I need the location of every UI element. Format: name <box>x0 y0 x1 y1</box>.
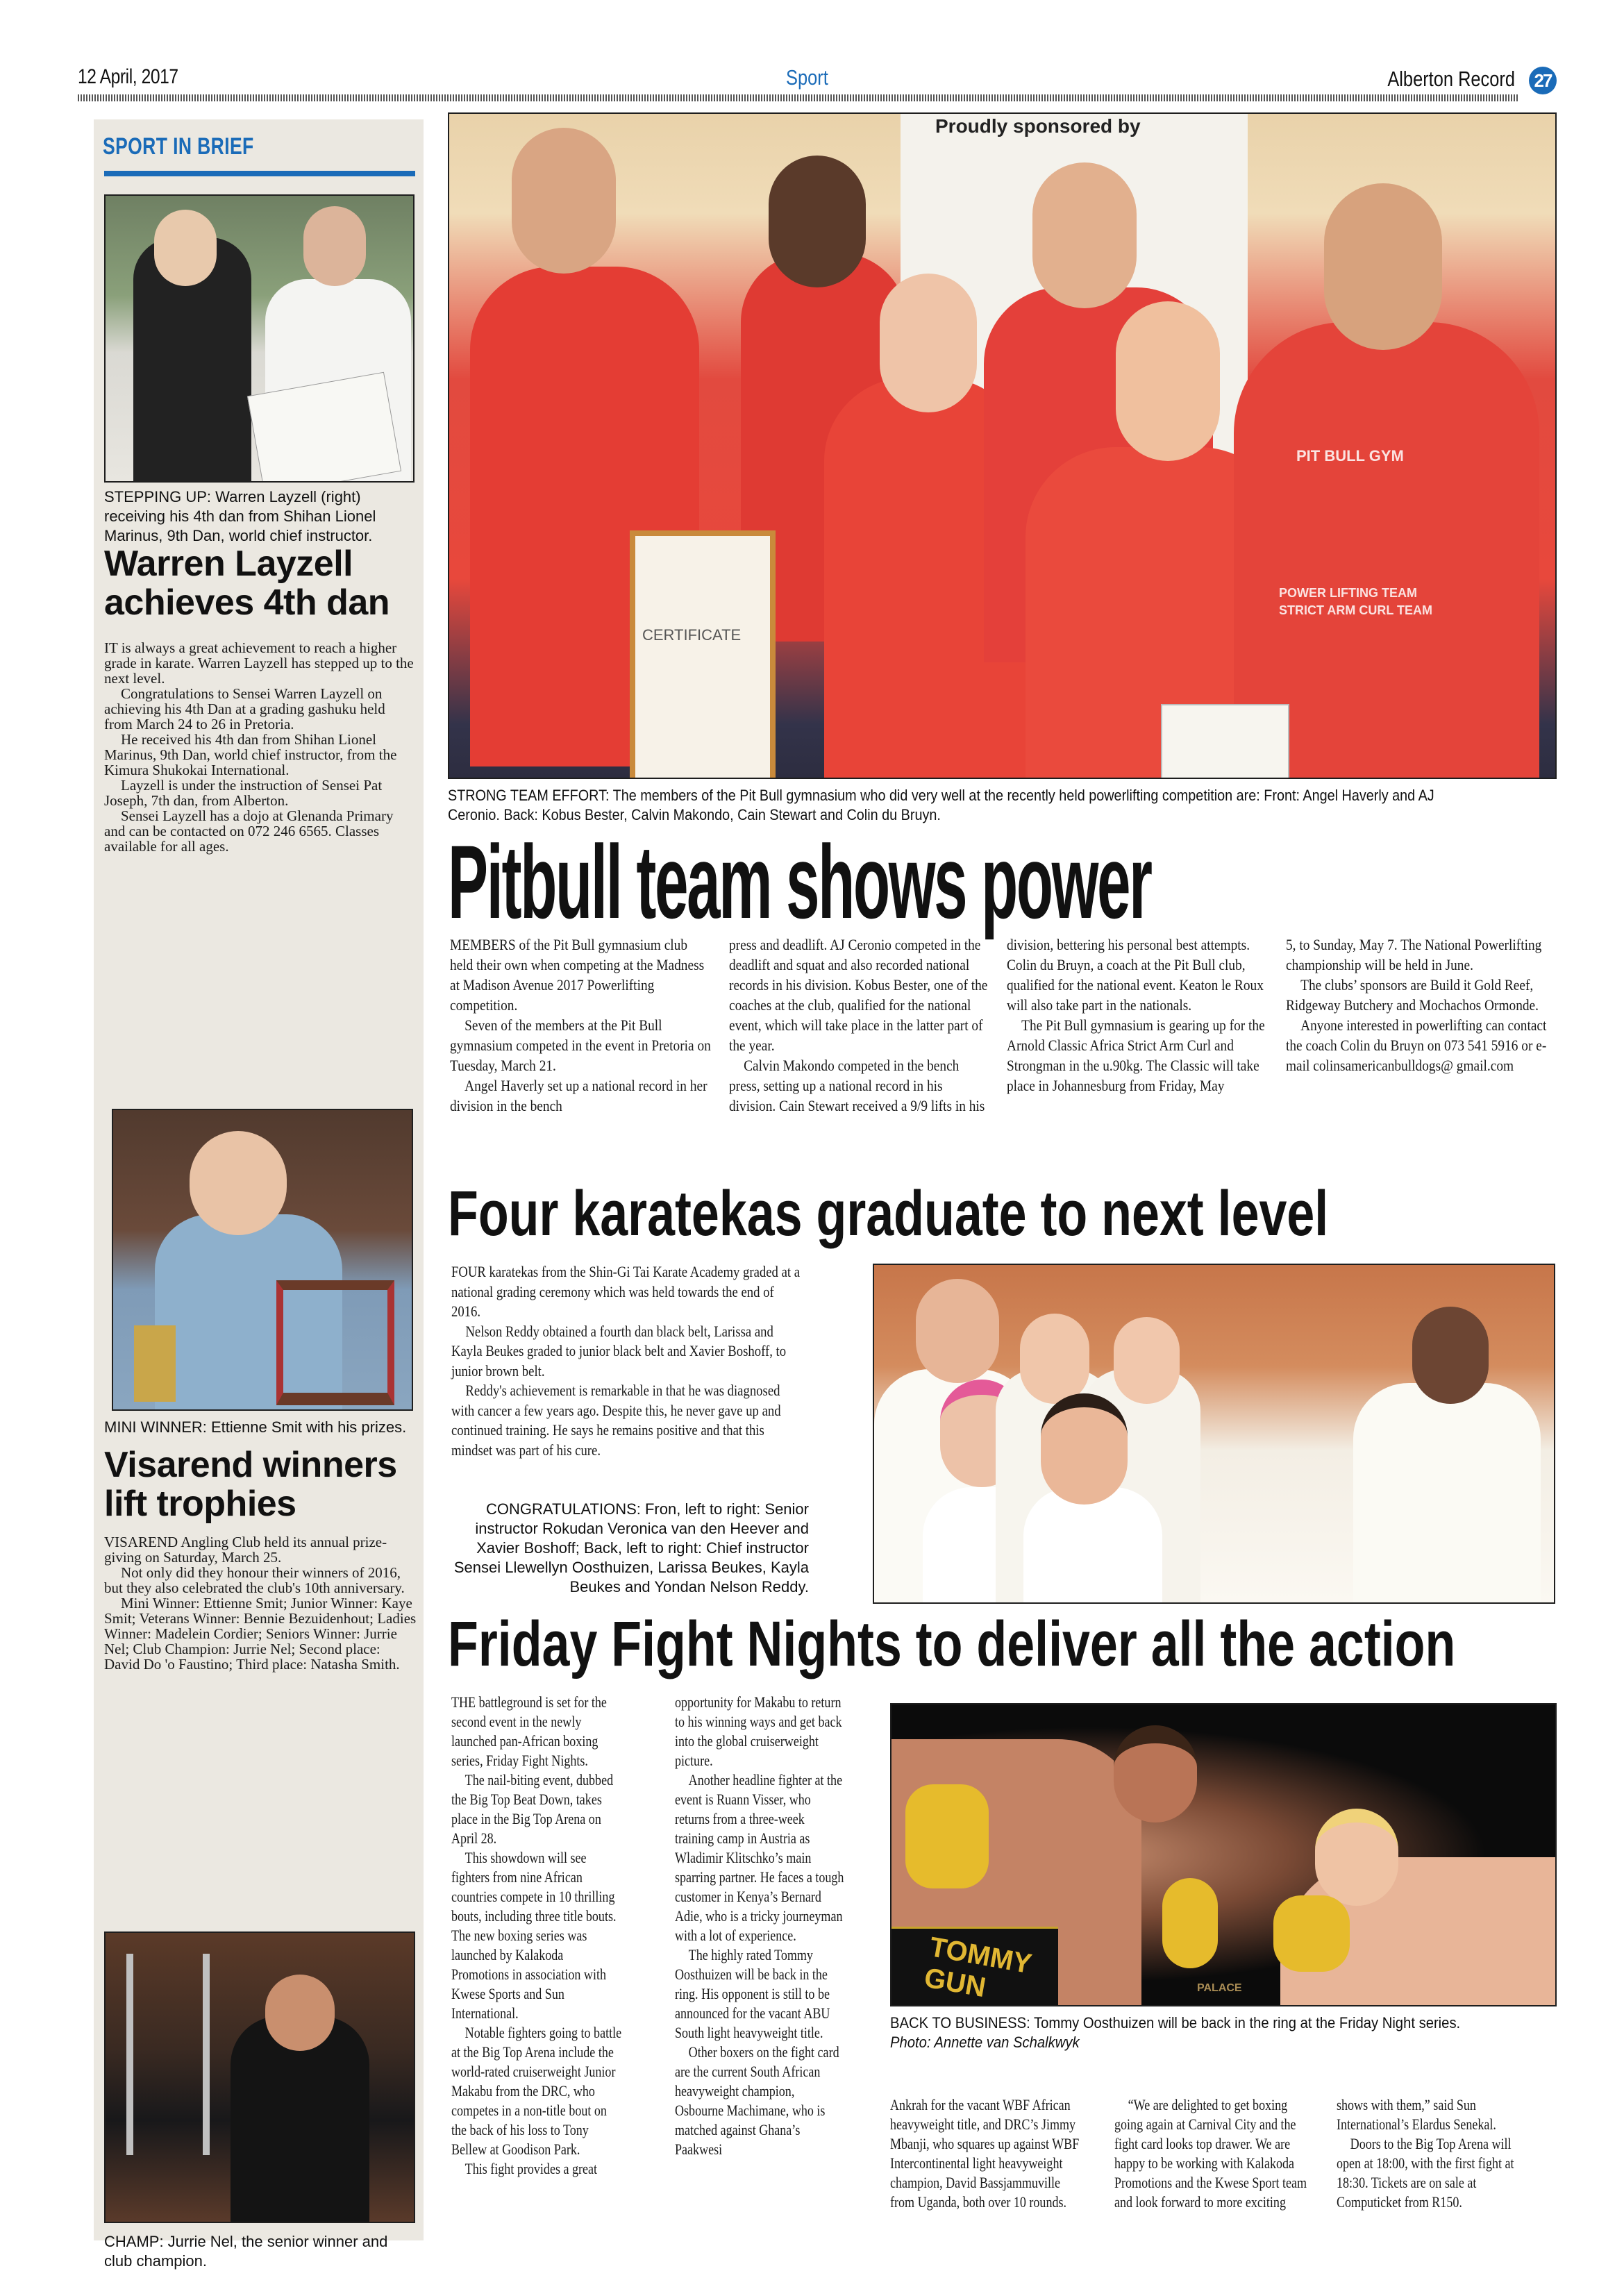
boxer-left-head <box>1114 1725 1197 1822</box>
karate-grading-photo <box>104 194 415 483</box>
paragraph: The nail-biting event, dubbed the Big Top Beat Down, takes place in the Big Top Arena on April 28. <box>451 1771 614 1847</box>
paragraph: Not only did they honour their winners of 2016, but they also celebrated the club's 10th anniversary. <box>104 1564 405 1596</box>
paragraph: Ankrah for the vacant WBF African heavyweight title, and DRC’s Jimmy Mbanji, who squares up against WBF Intercontinental light heavyweight champion, David Bassjammuville from Uganda, both over 10 rounds. <box>890 2096 1080 2211</box>
person-right-head <box>303 206 366 286</box>
shirt-print-gym: PIT BULL GYM <box>1296 447 1404 464</box>
paragraph: Sensei Layzell has a dojo at Glenanda Primary and can be contacted on 072 246 6565. Classes available for all ages. <box>104 807 394 855</box>
photo-caption-back-to-business <box>890 2013 1503 2052</box>
boxing-match-photo <box>890 1703 1557 2006</box>
boxing-column-1 <box>451 1693 622 2179</box>
pitbull-column-3 <box>1007 935 1269 1096</box>
masthead-rule <box>78 94 1518 101</box>
athlete-1-head <box>512 128 616 274</box>
athlete-6-head <box>1324 183 1442 350</box>
photo-caption-strong-team-effort: STRONG TEAM EFFORT: The members of the Pit Bull gymnasium who did very well at the recently held powerlifting competition are: Front: Angel Haverly and AJ Ceronio. Back: Kobus Bester, Calvin Makondo, Cain Stewart and Colin du Bruyn. <box>448 787 1434 823</box>
instructor-right-head <box>1412 1307 1489 1404</box>
champ-photo <box>104 1932 415 2223</box>
paragraph: press and deadlift. AJ Ceronio competed in the deadlift and squat and also recorded national records in his division. Kobus Bester, one of the coaches at the club, qualified for the national event, which will take place in the latter part of the year. <box>729 936 988 1054</box>
headline-warren-layzell: Warren Layzell achieves 4th dan <box>104 544 390 623</box>
paragraph: VISAREND Angling Club held its annual prize-giving on Saturday, March 25. <box>104 1534 387 1566</box>
paragraph: Other boxers on the fight card are the current South African heavyweight champion, Osbourne Machimane, who is matched against Ghana’s Paakwesi <box>675 2043 839 2158</box>
paragraph: MEMBERS of the Pit Bull gymnasium club held their own when competing at the Madness at Madison Avenue 2017 Powerlifting competition. <box>450 936 705 1014</box>
boxer-left-trunks <box>891 1927 1058 2006</box>
paragraph: Congratulations to Sensei Warren Layzell on achieving his 4th Dan at a grading gashuku held from March 24 to 26 in Pretoria. <box>104 685 385 732</box>
pitbull-column-1 <box>450 935 712 1116</box>
paragraph: This fight provides a great <box>464 2160 598 2177</box>
section-name: Sport <box>786 65 828 90</box>
paragraph: Nelson Reddy obtained a fourth dan black belt, Larissa and Kayla Beukes graded to junior black belt and Xavier Boshoff, to junior brown belt. <box>451 1322 787 1380</box>
large-trophy <box>276 1280 394 1405</box>
boxing-glove-left-1 <box>905 1784 989 1888</box>
photo-credit: Photo: Annette van Schalkwyk <box>890 2034 1080 2051</box>
paragraph: Anyone interested in powerlifting can contact the coach Colin du Bruyn on 073 541 5916 or e-mail colinsamericanbulldogs@ gmail.com <box>1286 1016 1547 1074</box>
headline-friday-fight-nights: Friday Fight Nights to deliver all the action <box>448 1609 1456 1679</box>
sidebar-title: SPORT IN BRIEF <box>103 133 254 160</box>
photo-caption-stepping-up: STEPPING UP: Warren Layzell (right) receiving his 4th dan from Shihan Lionel Marinus, 9th Dan, world chief instructor. <box>104 488 376 544</box>
shirt-print-curl: STRICT ARM CURL TEAM <box>1279 603 1432 617</box>
paragraph: The Pit Bull gymnasium is gearing up for the Arnold Classic Africa Strict Arm Curl and Strongman in the u.90kg. The Classic will take place in Johannesburg from Friday, May <box>1007 1016 1265 1094</box>
karatekas-photo <box>873 1264 1555 1604</box>
boxing-column-2 <box>675 1693 846 2159</box>
headline-pitbull-team: Pitbull team shows power <box>448 823 1151 940</box>
boxing-column-5 <box>1337 2095 1530 2212</box>
masthead <box>78 64 1557 99</box>
athlete-3-head <box>880 274 977 412</box>
small-trophy <box>134 1325 176 1402</box>
boxing-column-3 <box>890 2095 1084 2212</box>
certificate-text: CERTIFICATE <box>642 626 742 644</box>
paragraph: “We are delighted to get boxing going again at Carnival City and the fight card looks top drawer. We are happy to be working with Kalakoda Promotions and the Kwese Sport team and look forward to more exciting <box>1114 2096 1307 2211</box>
paragraph: This showdown will see fighters from nine African countries compete in 10 thrilling bouts, including three title bouts. The new boxing series was launched by Kalakoda Promotions in association with Kwese Sports and Sun International. <box>451 1849 617 2022</box>
paragraph: Calvin Makondo competed in the bench press, setting up a national record in his division. Cain Stewart received a 9/9 lifts in his <box>729 1057 985 1114</box>
boxer-right-head <box>1315 1809 1398 1906</box>
person-left-head <box>154 210 217 286</box>
paragraph: IT is always a great achievement to reach a higher grade in karate. Warren Layzell has stepped up to the next level. <box>104 639 414 687</box>
athlete-4-head <box>1032 162 1137 308</box>
sport-in-brief-sidebar <box>94 119 424 2270</box>
student-2-head <box>1114 1317 1180 1404</box>
certificate-sheet <box>1161 704 1289 779</box>
boy-head <box>190 1131 287 1235</box>
arena-signage: PALACE <box>1197 1982 1242 1994</box>
paragraph: Layzell is under the instruction of Sensei Pat Joseph, 7th dan, from Alberton. <box>104 777 383 809</box>
athlete-5-head <box>1116 301 1220 461</box>
paragraph: Seven of the members at the Pit Bull gymnasium competed in the event in Pretoria on Tuesday, March 21. <box>450 1016 711 1074</box>
boxing-glove-right <box>1273 1895 1350 1972</box>
paragraph: FOUR karatekas from the Shin-Gi Tai Karate Academy graded at a national grading ceremony which was held towards the end of 2016. <box>451 1263 801 1320</box>
sidebar-title-rule <box>104 171 415 176</box>
paragraph: 5, to Sunday, May 7. The National Powerlifting championship will be held in June. <box>1286 936 1542 973</box>
paragraph: division, bettering his personal best attempts. Colin du Bruyn, a coach at the Pit Bull club, qualified for the national event. Keaton le Roux will also take part in the nationals. <box>1007 936 1264 1014</box>
headline-four-karatekas: Four karatekas graduate to next level <box>448 1178 1329 1249</box>
paragraph: Angel Haverly set up a national record in her division in the bench <box>450 1077 708 1114</box>
trunks-text: TOMMY GUN <box>921 1932 1034 2004</box>
newspaper-name: Alberton Record <box>1387 67 1515 91</box>
man-head <box>265 1975 335 2051</box>
pitbull-team-photo <box>448 112 1557 779</box>
paragraph: He received his 4th dan from Shihan Lionel Marinus, 9th Dan, world chief instructor, from the Kimura Shukokai International. <box>104 731 397 778</box>
article-body-warren-layzell <box>104 640 417 854</box>
instructor-right <box>1353 1383 1541 1604</box>
certificate-frame <box>630 530 776 779</box>
paragraph: Doors to the Big Top Arena will open at 18:00, with the first fight at 18:30. Tickets are on sale at Computicket from R150. <box>1337 2135 1514 2211</box>
paragraph: The clubs’ sponsors are Build it Gold Reef, Ridgeway Butchery and Mochachos Ormonde. <box>1286 976 1539 1014</box>
paragraph: shows with them,” said Sun International’s Elardus Senekal. <box>1337 2096 1496 2133</box>
banner-text: Proudly sponsored by <box>935 115 1141 137</box>
issue-date: 12 April, 2017 <box>78 65 178 88</box>
paragraph: THE battleground is set for the second event in the newly launched pan-African boxing series, Friday Fight Nights. <box>451 1693 607 1769</box>
shirt-print-team: POWER LIFTING TEAM <box>1279 586 1417 600</box>
boxing-column-4 <box>1114 2095 1308 2212</box>
tall-trophy <box>126 1954 210 2155</box>
boxing-glove-left-2 <box>1162 1878 1218 1968</box>
paragraph: Reddy's achievement is remarkable in that he was diagnosed with cancer a few years ago. Despite this, he never gave up and continued training. He says he remains positive and that this mindset was part of his cure. <box>451 1382 781 1459</box>
page-number-badge: 27 <box>1529 67 1557 94</box>
article-body-visarend <box>104 1534 417 1672</box>
student-3 <box>1023 1487 1162 1604</box>
paragraph: Mini Winner: Ettienne Smit; Junior Winner: Kaye Smit; Veterans Winner: Bennie Bezuidenhout; Ladies Winner: Madelein Cordier; Seniors Winner: Jurrie Nel; Club Champion: Jurrie Nel; Second place: David Do 'o Faustino; Third place: Natasha Smith. <box>104 1595 417 1673</box>
photo-caption-congratulations: CONGRATULATIONS: Fron, left to right: Senior instructor Rokudan Veronica van den Heever and Xavier Boshoff; Back, left to right: Chief instructor Sensei Llewellyn Oosthuizen, Larissa Beukes, Kayla Beukes and Yondan Nelson Reddy. <box>453 1500 809 1595</box>
karate-article-body <box>451 1262 805 1460</box>
paragraph: Notable fighters going to battle at the Big Top Arena include the world-rated cruiserweight Junior Makabu from the DRC, who competes in a non-title bout on the back of his loss to Tony Bellew at Goodison Park. <box>451 2024 622 2158</box>
mini-winner-photo <box>112 1109 413 1411</box>
photo-caption-champ: CHAMP: Jurrie Nel, the senior winner and club champion. <box>104 2233 388 2270</box>
paragraph: opportunity for Makabu to return to his winning ways and get back into the global cruiserweight picture. <box>675 1693 842 1769</box>
instructor-left-head <box>916 1279 999 1383</box>
student-1-head <box>1020 1314 1089 1404</box>
athlete-2-head <box>769 156 866 287</box>
headline-visarend-winners: Visarend winners lift trophies <box>104 1445 397 1524</box>
student-3-head <box>1041 1393 1128 1505</box>
paragraph: Another headline fighter at the event is Ruann Visser, who returns from a three-week training camp in Austria as Wladimir Klitschko’s main sparring partner. He faces a tough customer in Kenya’s Bernard Adie, who is a tricky journeyman with a lot of experience. <box>675 1771 844 1944</box>
caption-text: BACK TO BUSINESS: Tommy Oosthuizen will be back in the ring at the Friday Night series. <box>890 2014 1461 2031</box>
photo-caption-mini-winner: MINI WINNER: Ettienne Smit with his prizes. <box>104 1418 407 1436</box>
pitbull-column-2 <box>729 935 991 1116</box>
pitbull-column-4 <box>1286 935 1555 1075</box>
paragraph: The highly rated Tommy Oosthuizen will be back in the ring. His opponent is still to be announced for the vacant ABU South light heavyweight title. <box>675 1946 830 2041</box>
